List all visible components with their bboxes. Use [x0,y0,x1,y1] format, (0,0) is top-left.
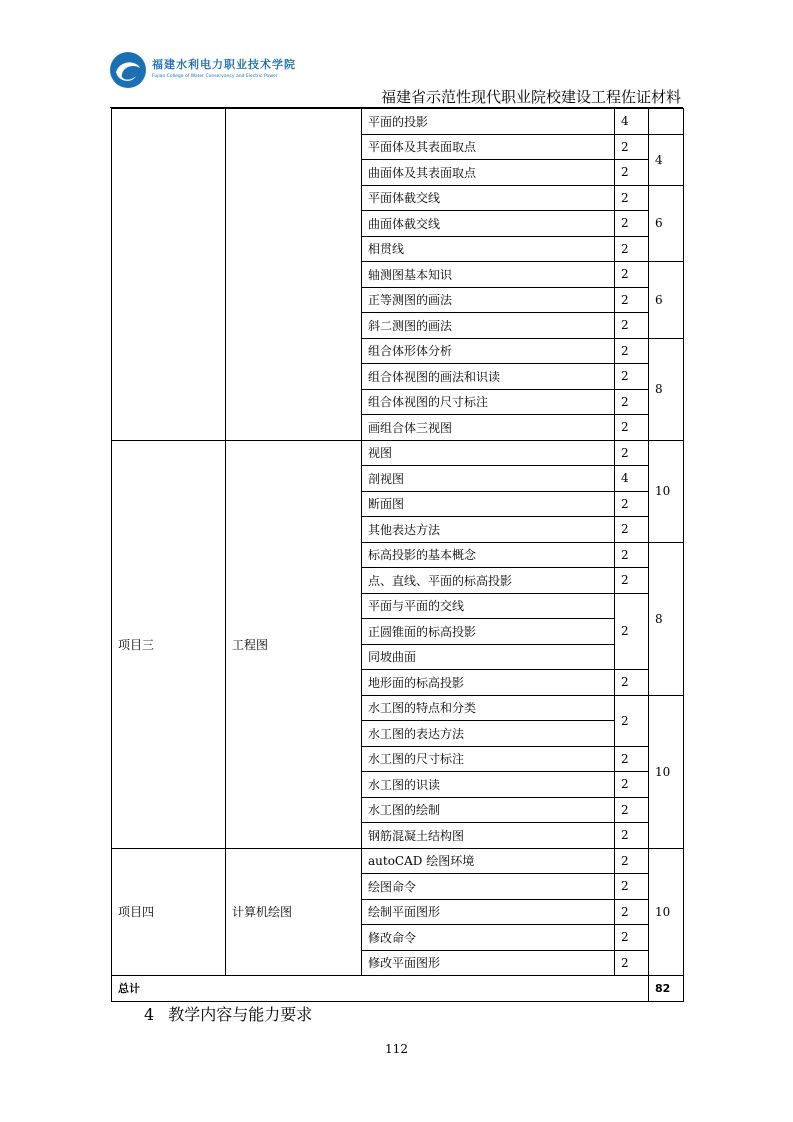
group-total-cell: 10 [649,848,684,976]
topic-cell: 相贯线 [362,236,615,262]
table-row [112,848,684,874]
topic-cell: 水工图的绘制 [362,797,615,823]
topic-cell: 正圆锥面的标高投影 [362,619,615,645]
hours-cell: 2 [615,491,649,517]
topic-cell: 平面的投影 [362,109,615,135]
hours-cell: 4 [615,109,649,135]
unit-name-cell: 工程图 [226,440,362,848]
hours-cell: 2 [615,542,649,568]
total-row [112,976,684,1002]
topic-cell: 轴测图基本知识 [362,262,615,288]
hours-cell: 2 [615,415,649,441]
topic-cell: 钢筋混凝土结构图 [362,823,615,849]
group-total-cell: 10 [649,695,684,848]
topic-cell: 修改命令 [362,925,615,951]
project-name-cell: 项目三 [112,440,226,848]
section-number: 4 [144,1005,155,1024]
school-logo [108,50,296,94]
topic-cell: 标高投影的基本概念 [362,542,615,568]
unit-name-cell: 计算机绘图 [226,848,362,976]
hours-cell: 2 [615,950,649,976]
group-total-cell: 10 [649,440,684,542]
topic-cell: 同坡曲面 [362,644,615,670]
topic-cell: 视图 [362,440,615,466]
hours-cell: 2 [615,899,649,925]
topic-cell: 断面图 [362,491,615,517]
hours-cell: 2 [615,848,649,874]
topic-cell: 其他表达方法 [362,517,615,543]
topic-cell: 斜二测图的画法 [362,313,615,339]
topic-cell: 水工图的尺寸标注 [362,746,615,772]
hours-cell: 2 [615,797,649,823]
hours-cell: 2 [615,670,649,696]
hours-cell: 4 [615,466,649,492]
hours-cell: 2 [615,364,649,390]
logo-school-english-name: Fujian College of Water Conservancy and Electric Power [152,74,278,79]
hours-cell: 2 [615,823,649,849]
hours-cell: 2 [615,925,649,951]
header-title: 福建省示范性现代职业院校建设工程佐证材料 [380,88,681,106]
hours-cell: 2 [615,313,649,339]
topic-cell: 平面与平面的交线 [362,593,615,619]
hours-cell: 2 [615,517,649,543]
hours-cell: 2 [615,593,649,670]
topic-cell: 画组合体三视图 [362,415,615,441]
hours-cell: 2 [615,772,649,798]
school-emblem-icon [108,50,148,90]
topic-cell: 绘图命令 [362,874,615,900]
group-total-cell: 6 [649,185,684,262]
total-label: 总计 [112,976,649,1002]
hours-cell: 2 [615,746,649,772]
topic-cell: 水工图的特点和分类 [362,695,615,721]
hours-cell: 2 [615,389,649,415]
topic-cell: 修改平面图形 [362,950,615,976]
hours-cell: 2 [615,440,649,466]
topic-cell: 组合体视图的画法和识读 [362,364,615,390]
hours-cell: 2 [615,211,649,237]
hours-cell: 2 [615,185,649,211]
project-cell [112,109,226,441]
hours-cell: 2 [615,160,649,186]
page-number: 112 [385,1042,408,1056]
topic-cell: 曲面体及其表面取点 [362,160,615,186]
hours-cell: 2 [615,262,649,288]
table-row [112,109,684,135]
group-total-cell: 8 [649,542,684,695]
topic-cell: 组合体形体分析 [362,338,615,364]
hours-cell: 2 [615,874,649,900]
topic-cell: 曲面体截交线 [362,211,615,237]
topic-cell: 水工图的表达方法 [362,721,615,747]
topic-cell: autoCAD 绘图环境 [362,848,615,874]
group-total-cell: 8 [649,338,684,440]
topic-cell: 地形面的标高投影 [362,670,615,696]
group-total-cell: 6 [649,262,684,339]
logo-school-name: 福建水利电力职业技术学院 [152,58,296,71]
topic-cell: 水工图的识读 [362,772,615,798]
hours-cell: 2 [615,287,649,313]
topic-cell: 点、直线、平面的标高投影 [362,568,615,594]
hours-cell: 2 [615,236,649,262]
unit-cell [226,109,362,441]
hours-cell: 2 [615,695,649,746]
total-value: 82 [649,976,684,1002]
group-total-cell: 4 [649,134,684,185]
section-heading [144,1002,312,1025]
topic-cell: 组合体视图的尺寸标注 [362,389,615,415]
topic-cell: 正等测图的画法 [362,287,615,313]
topic-cell: 平面体截交线 [362,185,615,211]
hours-cell: 2 [615,134,649,160]
hours-cell: 2 [615,568,649,594]
hours-cell: 2 [615,338,649,364]
topic-cell: 剖视图 [362,466,615,492]
topic-cell: 平面体及其表面取点 [362,134,615,160]
group-total-cell [649,109,684,135]
topic-cell: 绘制平面图形 [362,899,615,925]
section-title: 教学内容与能力要求 [168,1005,313,1024]
course-hours-table [111,108,684,1002]
table-row [112,440,684,466]
project-name-cell: 项目四 [112,848,226,976]
